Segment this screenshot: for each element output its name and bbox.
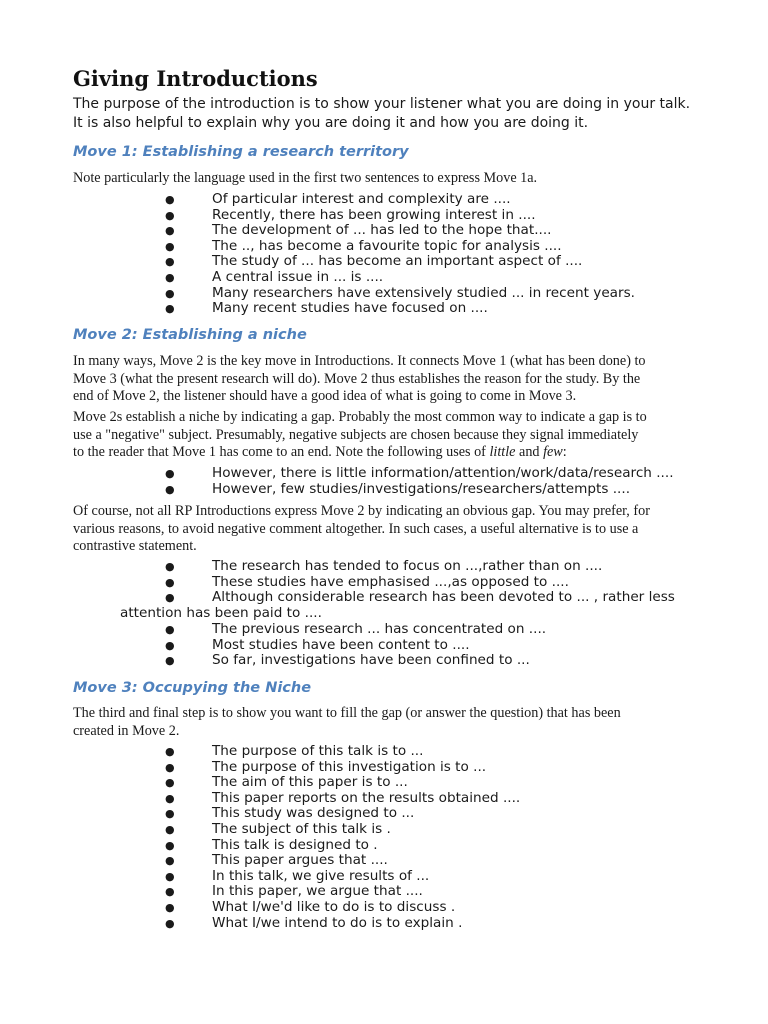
bullet-icon: ● (165, 838, 175, 852)
bullet-icon: ● (165, 575, 175, 589)
bullet-icon: ● (165, 869, 175, 883)
bullet-icon: ● (165, 467, 175, 480)
move2-paragraph-2: Move 2s establish a niche by indicating a gap. Probably the most common way to indicate a gap is to use a "negative" subject. Presumably, negative subjects are chosen because they signal immediately to the reader that Move 1 has come to an end. Note the following uses of little and few: (73, 409, 647, 460)
bullet-icon: ● (165, 791, 175, 805)
document-page: Giving Introductions The purpose of the introduction is to show your listener what you are doing in your talk. It is also helpful to explain why you are doing it and how you are doing it. Move 1: Establishing a research territory Note particularly the language used in the first two sentences to express Move 1a. ● Of particular interest and complexity are .... ● Recently, there has been growing interest in .... ● The development of ... has led to the hope that.... ● The .., has become a favourite topic for analysis .... ● The study of ... has become an important aspect of .... ● A central issue in ... is .... ● Many researchers have extensively studied ... in recent years. ● Many recent studies have focused on .... Move 2: Establishing a niche In many ways, Move 2 is the key move in Introductions. It connects Move 1 (what has been done) to Move 3 (what the present research will do). Move 2 thus establishes the reason for the study. By the end of Move 2, the listener should have a good idea of what is going to come in Move 3. Move 2s establish a niche by indicating a gap. Probably the most common way to indicate a gap is to use a "negative" subject. Presumably, negative subjects are chosen because they signal immediately to the reader that Move 1 has come to an end. Note the following uses of little and few: ● However, there is little information/attention/work/data/research .... ● However, few studies/investigations/researchers/attempts .... Of course, not all RP Introductions express Move 2 by indicating an obvious gap. You may prefer, for various reasons, to avoid negative comment altogether. In such cases, a useful alternative is to use a contrastive statement. ● The research has tended to focus on ...,rather than on .... ● These studies have emphasised ...,as opposed to .... ● Although considerable research has been devoted to ... , rather less attention has been paid to .... ● The previous research ... has concentrated on .... ● Most studies have been content to .... ● So far, investigations have been confined to ... Move 3: Occupying the Niche The third and final step is to show you want to fill the gap (or answer the question) that has been created in Move 2. ● The purpose of this talk is to ... ● The purpose of this investigation is to ... ● The aim of this paper is to ... ● This paper reports on the results obtained .... ● This study was designed to ... ● The subject of this talk is . ● This talk is designed to . ● This paper argues that .... ● In this talk, we give results of ... ● In this paper, we argue that .... ● What I/we'd like to do is to discuss . ● What I/we intend to do is to explain . (73, 66, 691, 931)
bullet-icon: ● (165, 654, 175, 668)
bullet-icon: ● (165, 745, 175, 758)
move1-heading: Move 1: Establishing a research territory (73, 144, 409, 160)
bullet-icon: ● (165, 900, 175, 914)
move3-heading: Move 3: Occupying the Niche (73, 680, 312, 696)
move2-paragraph-1: In many ways, Move 2 is the key move in Introductions. It connects Move 1 (what has been done) to Move 3 (what the present research will do). Move 2 thus establishes the reason for the study. By the end of Move 2, the listener should have a good idea of what is going to come in Move 3. (73, 353, 646, 404)
bullet-icon: ● (165, 255, 175, 269)
bullet-icon: ● (165, 623, 175, 636)
page-title: Giving Introductions (73, 66, 318, 91)
bullet-icon: ● (165, 193, 175, 206)
emphasis-few: few (543, 444, 563, 460)
bullet-icon: ● (165, 286, 175, 300)
bullet-icon: ● (165, 760, 175, 774)
move3-paragraph: The third and final step is to show you want to fill the gap (or answer the question) that has been created in Move 2. (73, 705, 621, 739)
bullet-icon: ● (165, 302, 175, 316)
bullet-icon: ● (165, 638, 175, 652)
bullet-icon: ● (165, 916, 175, 930)
bullet-icon: ● (165, 591, 175, 605)
intro-paragraph (73, 95, 690, 133)
bullet-icon: ● (165, 885, 175, 899)
bullet-icon: ● (165, 239, 175, 253)
move2-heading: Move 2: Establishing a niche (73, 327, 307, 343)
bullet-icon: ● (165, 224, 175, 238)
intro-line: It is also helpful to explain why you are doing it and how you are doing it. (73, 115, 589, 131)
bullet-icon: ● (165, 776, 175, 790)
bullet-icon: ● (165, 482, 175, 496)
bullet-icon: ● (165, 807, 175, 821)
emphasis-little: little (489, 444, 516, 460)
bullet-icon: ● (165, 854, 175, 868)
bullet-icon: ● (165, 560, 175, 573)
list-item-continuation: attention has been paid to .... (120, 605, 322, 621)
move2-paragraph-3: Of course, not all RP Introductions express Move 2 by indicating an obvious gap. You may prefer, for various reasons, to avoid negative comment altogether. In such cases, a useful alternative is to use a contrastive statement. (73, 503, 650, 554)
bullet-icon: ● (165, 208, 175, 222)
bullet-icon: ● (165, 822, 175, 836)
move1-note: Note particularly the language used in the first two sentences to express Move 1a. (73, 170, 538, 186)
bullet-icon: ● (165, 270, 175, 284)
intro-line: The purpose of the introduction is to show your listener what you are doing in your talk. (73, 96, 691, 112)
